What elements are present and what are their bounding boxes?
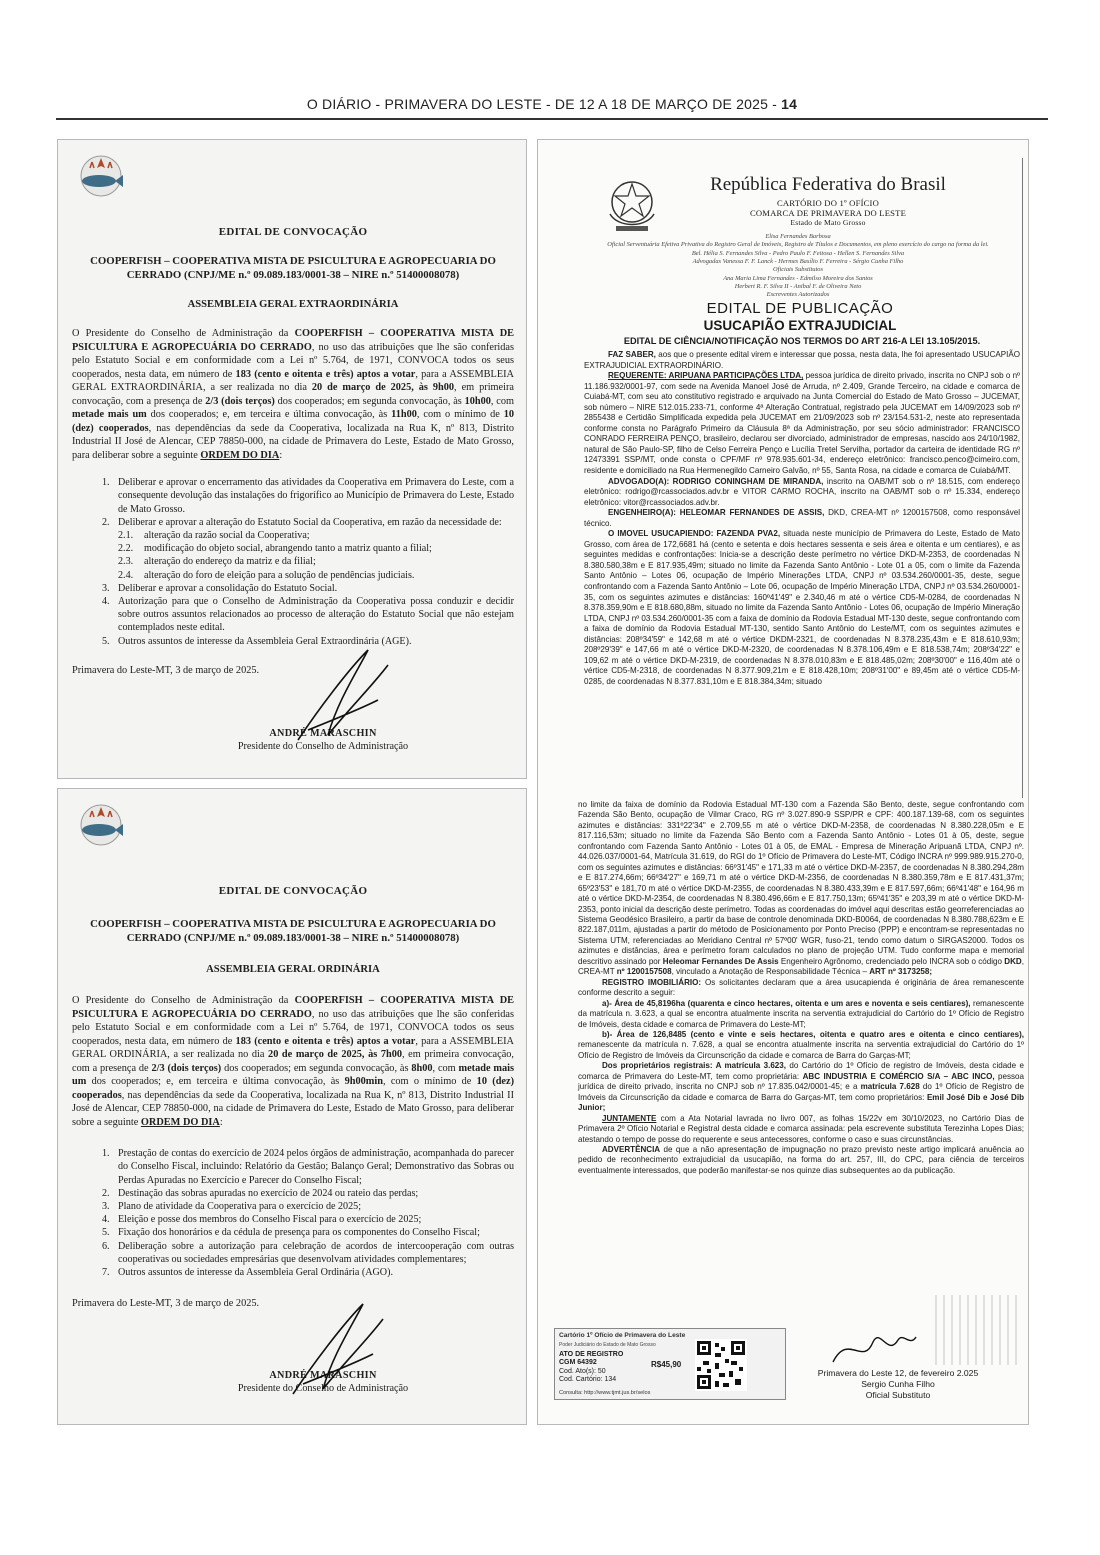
list-item: 4. Autorização para que o Conselho de Administração da Cooperativa possa conduzir e decidir sobre outros assuntos relacionados ao processo de alteração do Estatuto Social que não estejam contemplados neste edital. [102,596,514,634]
header-rule [56,118,1048,120]
staff-line: Bel. Hélia S. Fernandes Silva - Pedro Paulo F. Feitosa - Hellen S. Fernandes Silva [691,250,905,257]
list-subitem: 2.1. alteração da razão social da Cooperativa; [118,530,310,541]
list-item: 3. Plano de atividade da Cooperativa para o exercício de 2025; [102,1201,361,1212]
list-subitem: 2.4. alteração do foro de eleição para a solução de pendências judiciais. [118,569,415,581]
staff-line: Oficiais Substitutos [773,266,823,273]
stamp-url: Consulta: http://www.tjmt.jus.br/selos [559,1390,651,1396]
republica-title: República Federativa do Brasil [710,174,946,195]
edital-publicacao-panel [537,139,1029,1425]
edital-ordinaria-panel [57,788,527,1425]
list-subitem: 2.3. alteração do endereço da matriz e da filial; [118,556,316,568]
edital-date: Primavera do Leste-MT, 3 de março de 2025. [72,1298,260,1310]
paragraph: FAZ SABER, aos que o presente edital virem e interessar que possa, nesta data, lhe foi apresentado USUCAPIÃO EXTRAJUDICIAL EXTRAORDINÁRIO. [584,350,1020,370]
staff-line: Herbert R. F. Silva II - Anibal F. de Oliveira Neto [734,283,862,290]
usucapiao-title: USUCAPIÃO EXTRAJUDICIAL [703,318,897,333]
assembleia-title: ASSEMBLEIA GERAL EXTRAORDINÁRIA [187,298,399,310]
paragraph: a)- Área de 45,8196ha (quarenta e cinco hectares, oitenta e um ares e noventa e seis centiares), remanescente da matrícula n. 3.623, a qual se encontra atualmente inscrita na serventia extrajudicial do Cartório do 1º Ofício de Registro de Imóveis, desta cidade e comarca de Primavera do Leste-MT; [578,998,1025,1029]
ordem-do-dia-list [72,1147,514,1279]
edital-title: EDITAL DE CONVOCAÇÃO [218,885,368,897]
paragraph: JUNTAMENTE com a Ata Notarial lavrada no livro 007, as folhas 15/22v em 30/10/2023, no Cartório Dias de Primavera 2º Ofício Notarial e Registral desta cidade e comarca assinada: pela escrevente substituta Terezinha Lopes Dias; atestando o tempo de posse do requerente e seus antecessores, conforme o caso e suas circunstâncias. [578,1113,1024,1144]
list-item: 5. Fixação dos honorários e da cédula de presença para os componentes do Conselho Fiscal; [102,1227,480,1239]
oficial-signature-block [788,1368,1008,1401]
brasao-republica-icon [602,174,662,234]
paragraph: no limite da faixa de domínio da Rodovia Estadual MT-130 com a Fazenda São Bento, deste, segue confrontando com Fazenda São Bento, ocupação de Vilmar Craco, RG nº 3.027.890-9 SSP/PR e CPF: 400.187.139-68, com os seguintes azimutes e distâncias: 331º22'34" e 2.709,55 m até o vértice DKD-M-2358, de coordenadas N 8.380.228,05m e E 817.116,53m; situado no limite da Fazenda São Bento com a Fazenda Santo Antônio - Lotes 01 à 05, deste, segue confrontando com Fazenda Santo Antônio - Lotes 01 à 05, de EMAL - Empresa de Mineração Aripuanã LTDA, CNPJ nº. 44.026.037/0001-64, Matrícula 31.619, do RGI do 1º Ofício de Primavera do Leste-MT, Código INCRA nº 999.989.915.270-0, com os seguintes azimutes e distâncias: 66º31'45" e 171,33 m até o vértice DKD-M-2357, de coordenadas N 8.380.294,28m e E 817.274,66m; 66º34'27" e 169,71 m até o vértice DKD-M-2356, de coordenadas N 8.380.359,78m e E 817.431,37m; 65º23'53" e 181,70 m até o vértice DKD-M-2355, de coordenadas N 8.380.433,39m e E 817.597,66m; 66º41'48" e 164,96 m até o vértice DKD-M-2354, de coordenadas N 8.380.496,66m e E 817.750,13m; 65º41'35" e 203,39 m até o vértice DKD-M-2353, ponto inicial da descrição deste perímetro. Todas as coordenadas do imóvel aqui descritas estão georreferenciadas ao Sistema Geodésico Brasileiro, a partir da base de controle denominada DKD-B0064, de coordenadas N 8.380.788,623m e E 822.187,011m, ajustadas a partir do método de Posicionamento por Ponto Preciso (PPP) e encontram-se representadas no Sistema UTM, referenciadas ao Meridiano Central nº 57º00' WGR, fuso-21, tendo como datum o SIRGAS2000. Todos os azimutes e distâncias, área e perímetro foram calculados no plano de projeção UTM. Tudo conforme mapa e memorial descritivo assinado por Heleomar Fernandes De Assis Engenheiro Agrônomo, credenciado pelo INCRA sob o código DKD, CREA-MT nº 1200157508, vinculado a Anotação de Responsabilidade Técnica – ART nº 3173258; [578,800,1024,977]
list-item: 3. Deliberar e aprovar a consolidação do Estatuto Social. [102,582,338,594]
cooperfish-logo-icon [74,154,128,198]
sign-role: Oficial Substituto [865,1390,931,1400]
list-item: 2. Deliberar e aprovar a alteração do Estatuto Social da Cooperativa, em razão da necessidade de: [102,516,502,528]
newspaper-header [56,96,1048,118]
signer-role: Presidente do Conselho de Administração [237,741,409,753]
column-rule [1022,158,1023,798]
staff-line: Ana Maria Lima Fernandes - Edmilso Moreira dos Santos [723,275,873,282]
list-item: 7. Outros assuntos de interesse da Assembleia Geral Ordinária (AGO). [102,1267,393,1279]
list-item: 1. Deliberar e aprovar o encerramento das atividades da Cooperativa em Primavera do Leste, com a consequente devolução das instalações do frigorífico ao Município de Primavera do Leste, Estado de Mato Grosso. [102,477,514,515]
list-item: 1. Prestação de contas do exercício de 2024 pelos órgãos de administração, acompanhada do parecer do Conselho Fiscal, incluindo: Relatório da Gestão; Balanço Geral; Demonstrativo das Sobras ou Perdas Apuradas no Exercício e Parecer do Conselho Fiscal; [102,1148,514,1186]
handwritten-signature-icon [828,1322,918,1372]
cartorio-header: CARTÓRIO DO 1º OFÍCIO COMARCA DE PRIMAVERA DO LESTE Estado de Mato Grosso [749,198,907,227]
page-number: 14 [781,96,798,112]
ordem-do-dia-list [72,476,514,648]
stamp-value: R$45,90 [651,1360,682,1369]
paragraph: ADVERTÊNCIA de que a não apresentação de impugnação no prazo previsto neste artigo implicará anuência ao pedido de reconhecimento extrajudicial da usucapião, na forma do art. 257, III, do CPC, para ciência de terceiros eventualmente interessados, que poderão manifestar-se nos quinze dias subsequentes ao da publicação. [578,1144,1024,1175]
cooperativa-name: COOPERFISH – COOPERATIVA MISTA DE PSICULTURA E AGROPECUARIA DO CERRADO (CNPJ/ME n.º 09.089.183/0001-38 – NIRE n.º 51400008078) [90,917,496,944]
signer-name: ANDRÉ MARASCHIN [269,728,377,740]
staff-line: Elisa Fernandes Barbosa [765,233,831,240]
stamp-subtitle: Poder Judiciário do Estado de Mato Grosso [559,1342,656,1348]
staff-line: Escreventes Autorizados [766,291,830,298]
publicacao-text-upper [584,350,1020,688]
staff-line: Advogadas Vanessa F. F. Lanck - Hermes Basílio F. Ferreira - Sérgio Cunha Filho [692,258,904,265]
list-item: 4. Eleição e posse dos membros do Conselho Fiscal para o exercício de 2025; [102,1214,422,1226]
qr-code-icon [695,1339,747,1391]
handwritten-signature-icon [278,640,398,750]
list-subitem: 2.2. modificação do objeto social, abrangendo tanto a matriz quanto a filial; [118,543,432,555]
edital-body: O Presidente do Conselho de Administração da COOPERFISH – COOPERATIVA MISTA DE PSICULTURA E AGROPECUÁRIA DO CERRADO, no uso das atribuições que lhe são conferidas pelo Estatuto Social e em conformidade com a Lei nº 5.764, de 1971, CONVOCA todos os seus cooperados, nesta data, em número de 183 (cento e oitenta e três) aptos a votar, para a ASSEMBLEIA GERAL EXTRAORDINÁRIA, a ser realizada no dia 20 de março de 2025, às 9h00, em primeira convocação, com a presença de 2/3 (dois terços) dos cooperados; em segunda convocação, às 10h00, com metade mais um dos cooperados; e, em terceira e última convocação, às 11h00, com o mínimo de 10 (dez) cooperados, nas dependências da sede da Cooperativa, localizada na Rua K, nº 813, Distrito Industrial II José de Alencar, CEP 78850-000, na cidade de Primavera do Leste, Estado de Mato Grosso, para deliberar sobre a seguinte ORDEM DO DIA: [72,328,515,461]
edital-body: O Presidente do Conselho de Administração da COOPERFISH – COOPERATIVA MISTA DE PSICULTURA E AGROPECUÁRIA DO CERRADO, no uso das atribuições que lhe são conferidas pelo Estatuto Social e em conformidade com a Lei nº 5.764, de 1971, CONVOCA todos os seus cooperados, nesta data, em número de 183 (cento e oitenta e três) aptos a votar, para a ASSEMBLEIA GERAL ORDINÁRIA, a ser realizada no dia 20 de março de 2025, às 7h00, em primeira convocação, com a presença de 2/3 (dois terços) dos cooperados; em segunda convocação, às 8h00, com metade mais um dos cooperados; e, em terceira e última convocação, às 9h00min, com o mínimo de 10 (dez) cooperados, nas dependências da sede da Cooperativa, localizada na Rua K, nº 813, Distrito Industrial II José de Alencar, CEP 78850-000, na cidade de Primavera do Leste, Estado de Mato Grosso, para deliberar sobre a seguinte ORDEM DO DIA: [72,995,515,1128]
list-item: 5. Outros assuntos de interesse da Assembleia Geral Extraordinária (AGE). [102,635,412,647]
edital-publicacao-title: EDITAL DE PUBLICAÇÃO [706,300,894,317]
edital-title: EDITAL DE CONVOCAÇÃO [218,226,368,238]
paragraph: ADVOGADO(A): RODRIGO CONINGHAM DE MIRANDA, inscrito na OAB/MT sob o nº 18.515, com endereço eletrônico: rodrigo@rcassociados.adv.br e VITOR CARMO ROCHA, inscrito na OAB/MT sob o nº 15.334, endereço eletrônico: vitor@rcassociados.adv.br. [584,476,1020,507]
edital-date: Primavera do Leste-MT, 3 de março de 2025. [72,664,260,676]
paragraph: REQUERENTE: ARIPUANA PARTICIPAÇÕES LTDA, pessoa jurídica de direito privado, inscrita no CNPJ sob o nº 11.186.932/0001-97, com sede na Avenida Manoel José de Arruda, nº 2.409, Grande Terceiro, na cidade e comarca de Cuiabá-MT, com seu ato constitutivo registrado e arquivado na Junta Comercial do Estado de Mato Grosso – JUCEMAT, sob número – NIRE 512.015.233-71, conforme 4ª Alteração Contratual, registrado pela JUCEMAT em 14/09/2023 sob nº 2855438 e Certidão Simplificada expedida pela JUCEMAT em 21/09/2023 sob nº 23/154.531-2, neste ato representada conforme consta no Parágrafo Primeiro da Cláusula 8ª da Administração, por seu sócio administrador: FRANCISCO CONRADO FERREIRA PENÇO, brasileiro, declarou ser divorciado, administrador de empresas, nascido aos 24/10/1982, natural de São Paulo-SP, filho de Celso Ferreira Penço e Lucília Tretel Servilha, portador da carteira de identidade RG nº 12473391 SSP/MT, onde consta o CPF/MF nº 978.935.601-34, endereço eletrônico: francisco.penco@cimeiro.com, residente e domiciliado na Rua Hermenegildo Carneiro Galvão, nº 55, Santa Rosa, na cidade e comarca de Cuiabá/MT. [584,371,1021,476]
handwritten-signature-icon [273,1294,393,1404]
cooperativa-name: COOPERFISH – COOPERATIVA MISTA DE PSICULTURA E AGROPECUARIA DO CERRADO (CNPJ/ME n.º 09.089.183/0001-38 – NIRE n.º 51400008078) [90,254,496,281]
paragraph: b)- Área de 126,8485 (cento e vinte e seis hectares, oitenta e quatro ares e oitenta e cinco centiares), remanescente da matrícula n. 7.628, a qual se encontra atualmente inscrita na serventia extrajudicial do Cartório do 1º Ofício de Registro de Imóveis da Circunscrição da cidade e comarca de Barra do Garças-MT; [578,1029,1024,1060]
signer-name: ANDRÉ MARASCHIN [269,1369,377,1381]
edital-extraordinaria-panel [57,139,527,779]
stamp-details: ATO DE REGISTRO CGM 64392 Cod. Ato(s): 50 Cod. Cartório: 134 [559,1351,624,1384]
paragraph: Dos proprietários registrais: A matrícula 3.623, do Cartório do 1º Ofício de registro de Imóveis, desta cidade e comarca de Primavera do Leste-MT, tem como proprietária: ABC INDUSTRIA E COMÉRCIO S/A – ABC INCO, pessoa jurídica de direito privado, inscrita no CNPJ sob nº 17.835.042/0001-45; e a matrícula 7.628 do 1º Ofício de Registro de Imóveis da Circunscrição da cidade e comarca de Barra do Garças-MT, tem como proprietários: Emil José Dib e José Dib Junior; [578,1061,1025,1113]
ato-registro-stamp [554,1328,786,1400]
ciencia-title: EDITAL DE CIÊNCIA/NOTIFICAÇÃO NOS TERMOS DO ART 216-A LEI 13.105/2015. [623,336,981,346]
list-item: 6. Deliberação sobre a autorização para celebração de acordos de intercooperação com outras cooperativas ou sociedades empresárias que desenvolvam atividades complementares; [102,1240,514,1265]
sign-date: Primavera do Leste 12, de fevereiro 2.025 [817,1368,979,1378]
list-item: 2. Destinação das sobras apuradas no exercício de 2024 ou rateio das perdas; [102,1187,419,1199]
stamp-title: Cartório 1º Ofício de Primavera do Leste [559,1332,686,1339]
vertical-text-watermark-icon [926,1290,1026,1370]
publicacao-text-lower [578,800,1024,1176]
staff-line: Oficial Serventuária Efetiva Privativa do Registro Geral de Imóveis, Registro de Títulos e Documentos, em pleno exercício do cargo na forma da lei. [607,241,989,248]
cooperfish-logo-icon [74,803,128,847]
paragraph: ENGENHEIRO(A): HELEOMAR FERNANDES DE ASSIS, DKD, CREA-MT nº 1200157508, como responsável técnico. [584,508,1021,528]
header-title: O DIÁRIO - PRIMAVERA DO LESTE - DE 12 A 18 DE MARÇO DE 2025 - [306,96,782,112]
paragraph: REGISTRO IMOBILIÁRIO: Os solicitantes declaram que a área usucapienda é originária de área remanescente conforme descrito a seguir: [578,977,1024,998]
assembleia-title: ASSEMBLEIA GERAL ORDINÁRIA [206,963,380,975]
signer-role: Presidente do Conselho de Administração [237,1382,409,1394]
sign-name: Sergio Cunha Filho [861,1379,935,1389]
paragraph: O IMOVEL USUCAPIENDO: FAZENDA PVA2, situada neste município de Primavera do Leste, Estado de Mato Grosso, com área de 172,6681 há (cento e setenta e dois hectares sessenta e seis área e oitenta e um centiares), e as seguintes medidas e confrontações: Inicia-se a descrição deste perímetro no vértice DKD-M-2353, de coordenadas N 8.380.580,38m e E 817.935,49m; situado no limite da Fazenda Santo Antônio - Lote 01 a 05, com o limite da Fazenda Santo Antônio – Lotes 06, ocupação de Império Minerações LTDA, CNPJ nº 03.534.260/0001-35, deste, segue confrontando com a Fazenda Santo Antônio – Lote 06, ocupação de Império Mineração LTDA, CNPJ nº 03.534.260/0001-35, com os seguintes azimutes e distâncias: 160º41'49" e 2.340,46 m até o vértice CD5-M-0284, de coordenadas N 8.378.359,90m e E 818.680,88m, situado no limite da Fazenda Santo Antônio - Lotes 06, ocupação de Império Mineração LTDA, CNPJ nº 03.534.260/0001-35 com a faixa de domínio da Rodovia Estadual MT-130 deste, segue confrontando com a faixa de domínio da Rodovia Estadual MT-130, sentido Santo Antônio do Leste/MT, com os seguintes azimutes e distâncias: 208º34'59" e 142,68 m até o vértice DKDM-2321, de coordenadas N 8.378.235,43m e E 818.610,93m; 208º29'39" e 147,66 m até o vértice DKD-M-2320, de coordenadas N 8.378.106,49m e E 818.538,74m; 208º34'22" e 109,62 m até o vértice DKD-M-2319, de coordenadas N 8.378.010,83m e E 818.485,02m; 208º30'00" e 116,40m até o vértice CD5-M-2318, de coordenadas N 8.377.909,21m e E 818.428,10m; 208º31'00" e 89,45m até o vértice CD5-M-0285, de coordenadas N 8.377.831,10m e E 818.384,34m; situado [584,529,1020,686]
